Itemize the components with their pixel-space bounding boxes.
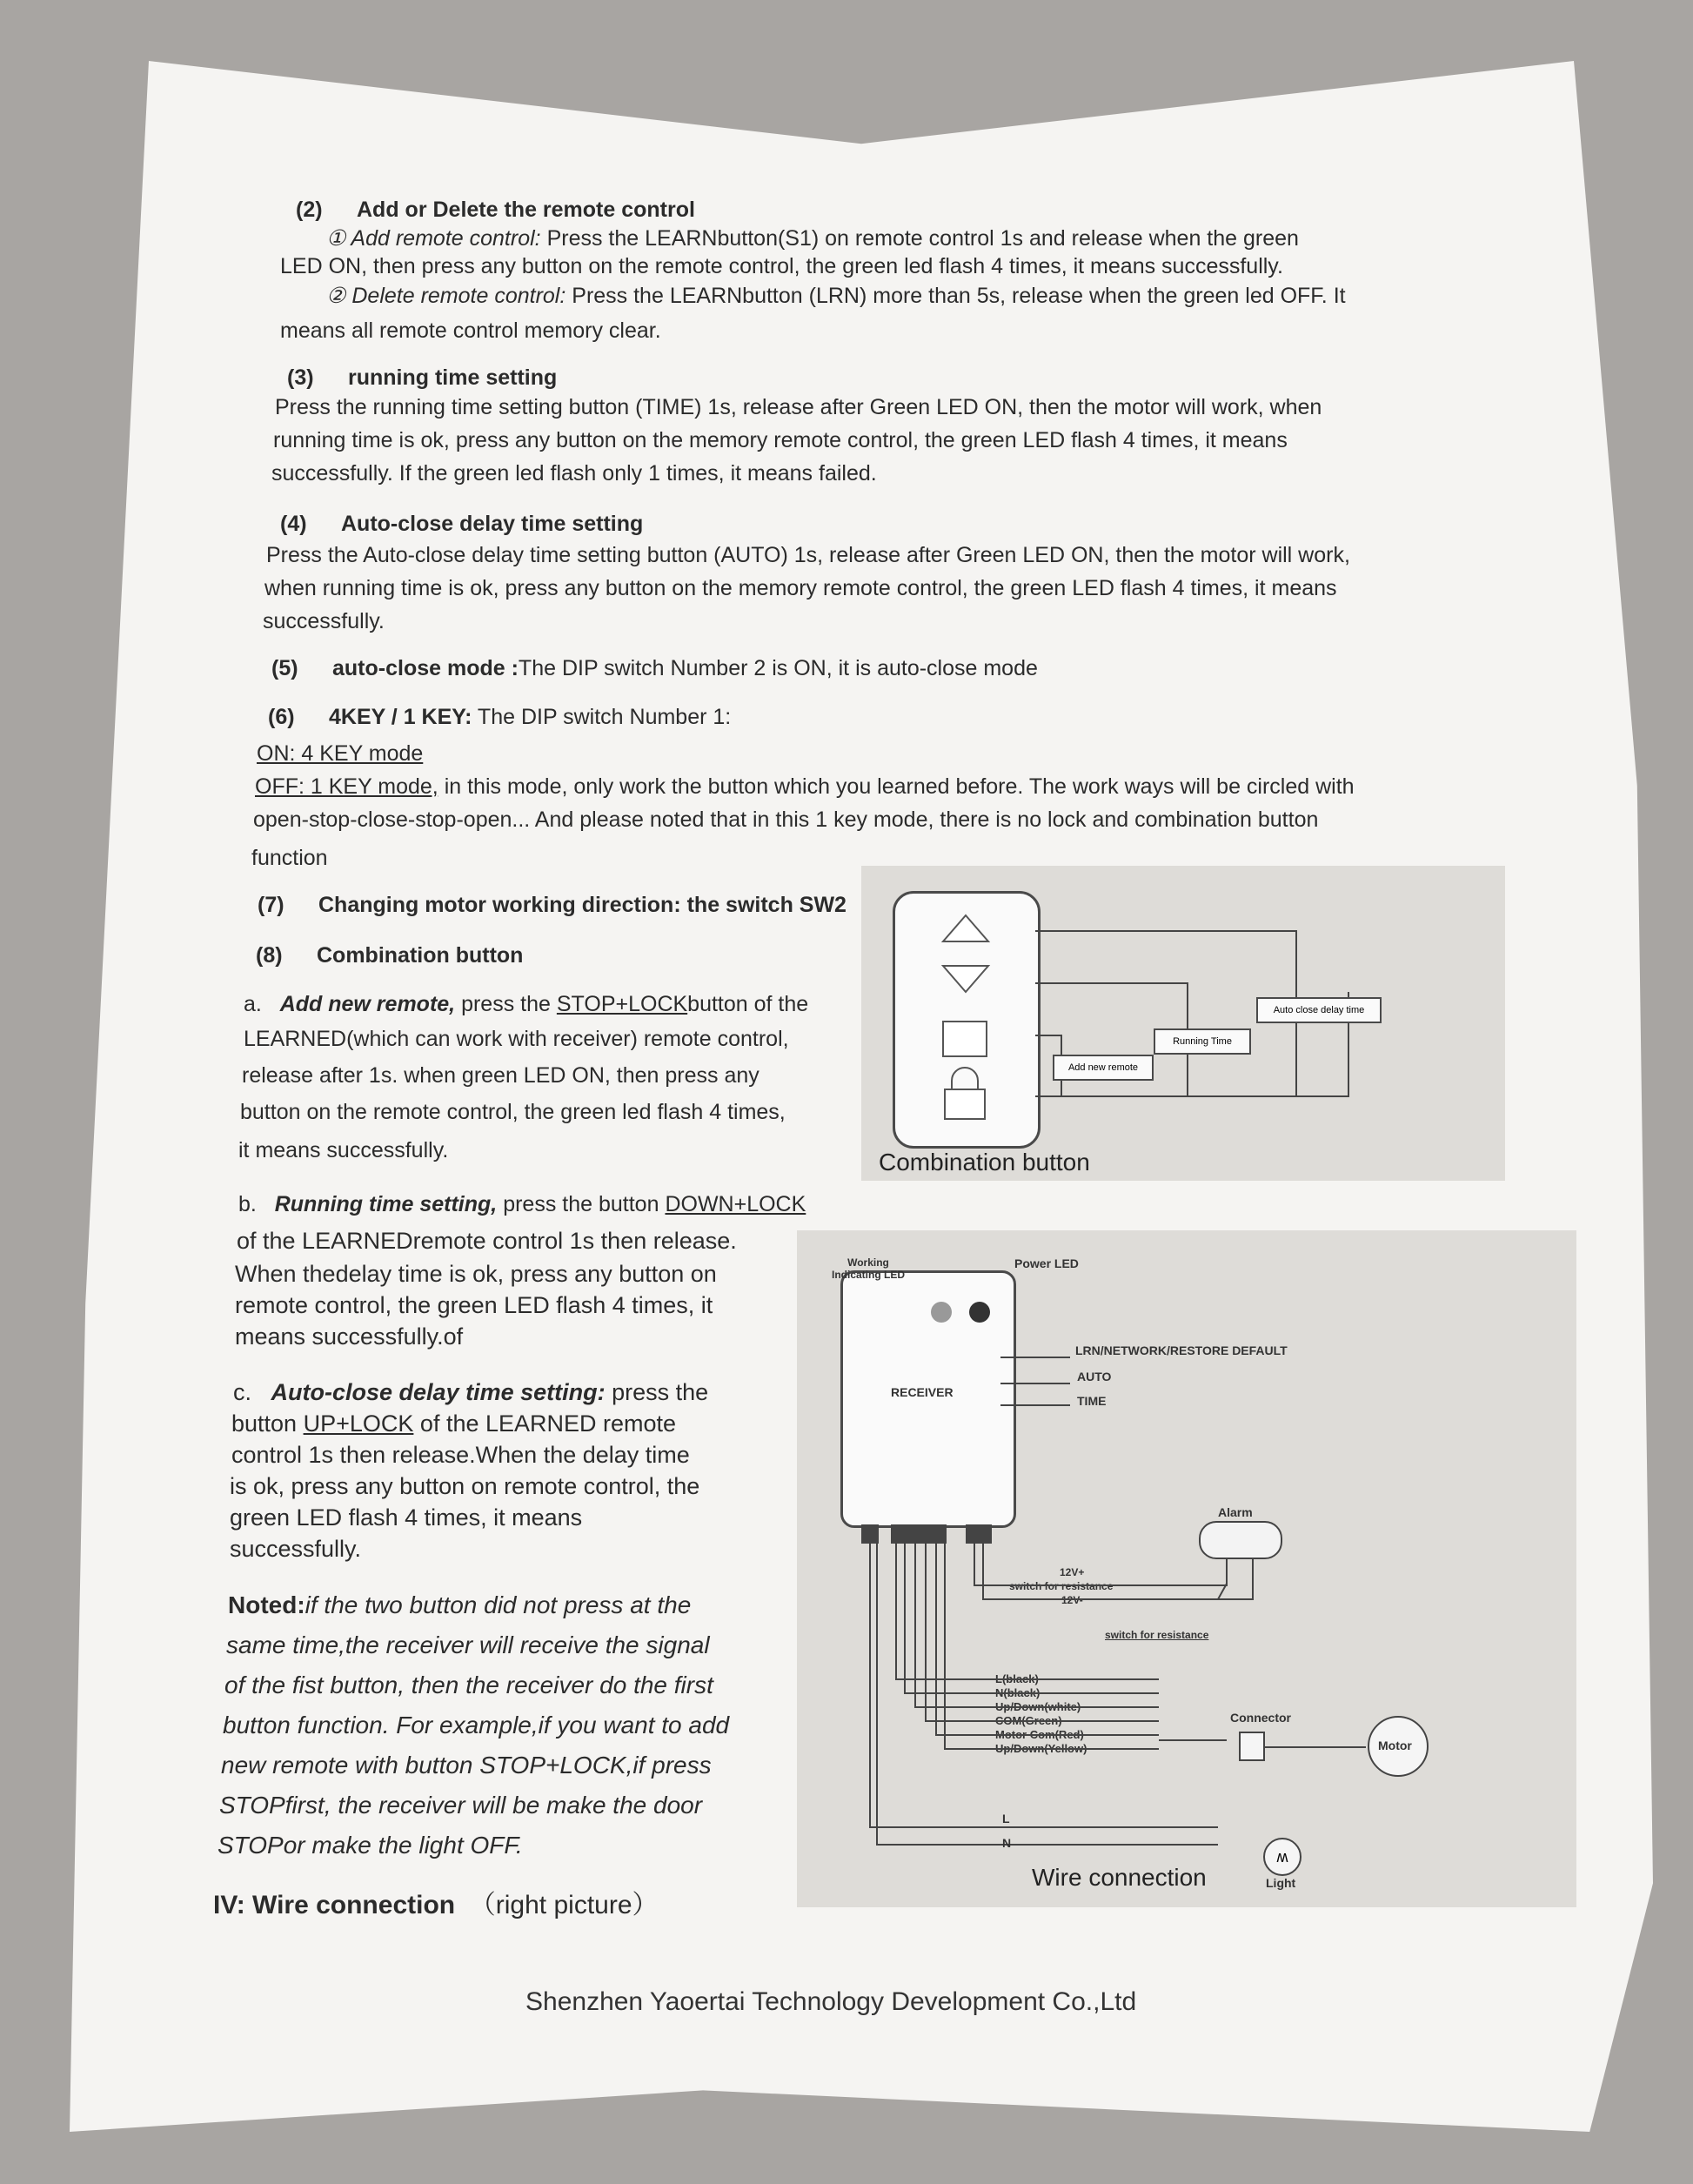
lrn-label: LRN/NETWORK/RESTORE DEFAULT: [1075, 1343, 1288, 1357]
sec6-on-mode: ON: 4 KEY mode: [257, 741, 424, 766]
sec2-heading: (2) Add or Delete the remote control: [296, 198, 695, 222]
sec8c-line6: successfully.: [230, 1536, 362, 1562]
noted-line3: of the fist button, then the receiver do the first: [224, 1671, 713, 1698]
sec6-off-line2: open-stop-close-stop-open... And please noted that in this 1 key mode, there is no lock and combination button: [253, 807, 1319, 832]
sec2-del-line2: means all remote control memory clear.: [280, 318, 661, 343]
sec3-line1: Press the running time setting button (TIME) 1s, release after Green LED ON, then the motor will work, when: [275, 395, 1322, 419]
light-bulb-icon: ʍ: [1263, 1838, 1302, 1876]
sec2-add-line2: LED ON, then press any button on the remote control, the green led flash 4 times, it means successfully.: [280, 254, 1283, 278]
noted-line6: STOPfirst, the receiver will be make the door: [219, 1792, 703, 1819]
power-led-icon: [969, 1302, 990, 1323]
down-arrow-icon: [943, 966, 988, 992]
combination-caption: Combination button: [879, 1149, 1090, 1176]
wire-label: COM(Green): [995, 1714, 1062, 1727]
wire-label: Up/Down(Yellow): [995, 1742, 1087, 1755]
sec6-off-line3: function: [251, 846, 328, 870]
v12p-label: 12V+: [1060, 1566, 1085, 1578]
wire-connection-caption: Wire connection: [1032, 1864, 1207, 1891]
motor-label: Motor: [1378, 1738, 1412, 1752]
connector-icon: [1239, 1732, 1265, 1761]
sec8b-line4: remote control, the green LED flash 4 times, it: [235, 1292, 713, 1318]
auto-close-box: Auto close delay time: [1256, 997, 1382, 1023]
sec4-line2: when running time is ok, press any button on the memory remote control, the green LED flash 4 times, it means: [264, 576, 1337, 600]
running-time-box: Running Time: [1154, 1028, 1251, 1055]
footer-company: Shenzhen Yaoertai Technology Development Co.,Ltd: [525, 1987, 1137, 2016]
sec8b-line3: When thedelay time is ok, press any button on: [235, 1261, 717, 1287]
sec8c-line1: c. Auto-close delay time setting: press the: [233, 1379, 709, 1405]
sec3-line2: running time is ok, press any button on the memory remote control, the green LED flash 4 times, it means: [273, 428, 1288, 452]
sec8c-line3: control 1s then release.When the delay time: [231, 1442, 690, 1468]
lock-icon: [945, 1089, 985, 1119]
v12m-label: 12V-: [1061, 1594, 1083, 1606]
receiver-label: RECEIVER: [891, 1385, 954, 1399]
sec4-line3: successfully.: [263, 609, 385, 633]
noted-line1: Noted:if the two button did not press at the: [228, 1591, 692, 1618]
sec6-off-line1: OFF: 1 KEY mode, in this mode, only work the button which you learned before. The work ways will be circled with: [255, 774, 1355, 799]
l-label: L: [1002, 1812, 1010, 1826]
n-label: N: [1002, 1836, 1012, 1850]
wire-label: N(black): [995, 1686, 1041, 1699]
wire-label: L(black): [995, 1672, 1039, 1685]
up-arrow-icon: [943, 915, 988, 941]
sec8b-line1: b. Running time setting, press the button DOWN+LOCK: [238, 1192, 806, 1216]
sec2-add-line1: ① Add remote control: Press the LEARNbutton(S1) on remote control 1s and release when the green: [326, 226, 1299, 251]
section-iv-heading: IV: Wire connection （right picture）: [213, 1891, 659, 1919]
sec5-line: (5) auto-close mode :The DIP switch Number 2 is ON, it is auto-close mode: [271, 656, 1038, 680]
stop-square-icon: [943, 1022, 987, 1056]
sec4-heading: (4) Auto-close delay time setting: [280, 512, 644, 536]
switch-res-label-2: switch for resistance: [1105, 1629, 1209, 1641]
wire-label: Up/Down(white): [995, 1700, 1081, 1713]
sec8a-line2: LEARNED(which can work with receiver) remote control,: [244, 1027, 789, 1051]
sec8a-line3: release after 1s. when green LED ON, then press any: [242, 1063, 760, 1088]
working-led-icon: [931, 1302, 952, 1323]
sec3-line3: successfully. If the green led flash only 1 times, it means failed.: [271, 461, 877, 486]
sec3-heading: (3) running time setting: [287, 365, 558, 390]
remote-buttons-icons: [893, 891, 1039, 1147]
sec7-heading: (7) Changing motor working direction: the switch SW2: [258, 893, 846, 917]
sec8b-line2: of the LEARNEDremote control 1s then release.: [237, 1228, 737, 1254]
time-label: TIME: [1077, 1394, 1107, 1408]
working-led-label: Working Indicating LED: [832, 1256, 905, 1281]
auto-label: AUTO: [1077, 1370, 1112, 1383]
sec8-heading: (8) Combination button: [256, 943, 524, 968]
sec8c-line4: is ok, press any button on remote control, the: [230, 1473, 700, 1499]
switch-res-label-1: switch for resistance: [1009, 1580, 1114, 1592]
wire-connection-lines: [853, 1323, 1427, 1879]
connector-label: Connector: [1230, 1711, 1291, 1725]
sec8a-line4: button on the remote control, the green led flash 4 times,: [240, 1100, 786, 1124]
sec2-del-line1: ② Delete remote control: Press the LEARNbutton (LRN) more than 5s, release when the green led OFF. It: [326, 284, 1346, 308]
power-led-label: Power LED: [1014, 1256, 1079, 1270]
noted-line4: button function. For example,if you want to add: [223, 1712, 730, 1738]
alarm-label: Alarm: [1218, 1505, 1253, 1519]
sec8a-line5: it means successfully.: [238, 1138, 449, 1162]
noted-line7: STOPor make the light OFF.: [217, 1832, 523, 1859]
light-label: Light: [1266, 1876, 1296, 1890]
sec8a-line1: a. Add new remote, press the STOP+LOCKbutton of the: [244, 992, 809, 1016]
add-new-remote-box: Add new remote: [1053, 1055, 1154, 1081]
sec8c-line5: green LED flash 4 times, it means: [230, 1504, 583, 1531]
sec8b-line5: means successfully.of: [235, 1323, 464, 1350]
noted-line2: same time,the receiver will receive the signal: [226, 1631, 710, 1658]
wire-label: Motor Com(Red): [995, 1728, 1084, 1741]
sec4-line1: Press the Auto-close delay time setting button (AUTO) 1s, release after Green LED ON, then the motor will work,: [266, 543, 1350, 567]
sec6-line: (6) 4KEY / 1 KEY: The DIP switch Number 1:: [268, 705, 732, 729]
sec8c-line2: button UP+LOCK of the LEARNED remote: [231, 1410, 677, 1437]
noted-line5: new remote with button STOP+LOCK,if press: [221, 1752, 712, 1779]
